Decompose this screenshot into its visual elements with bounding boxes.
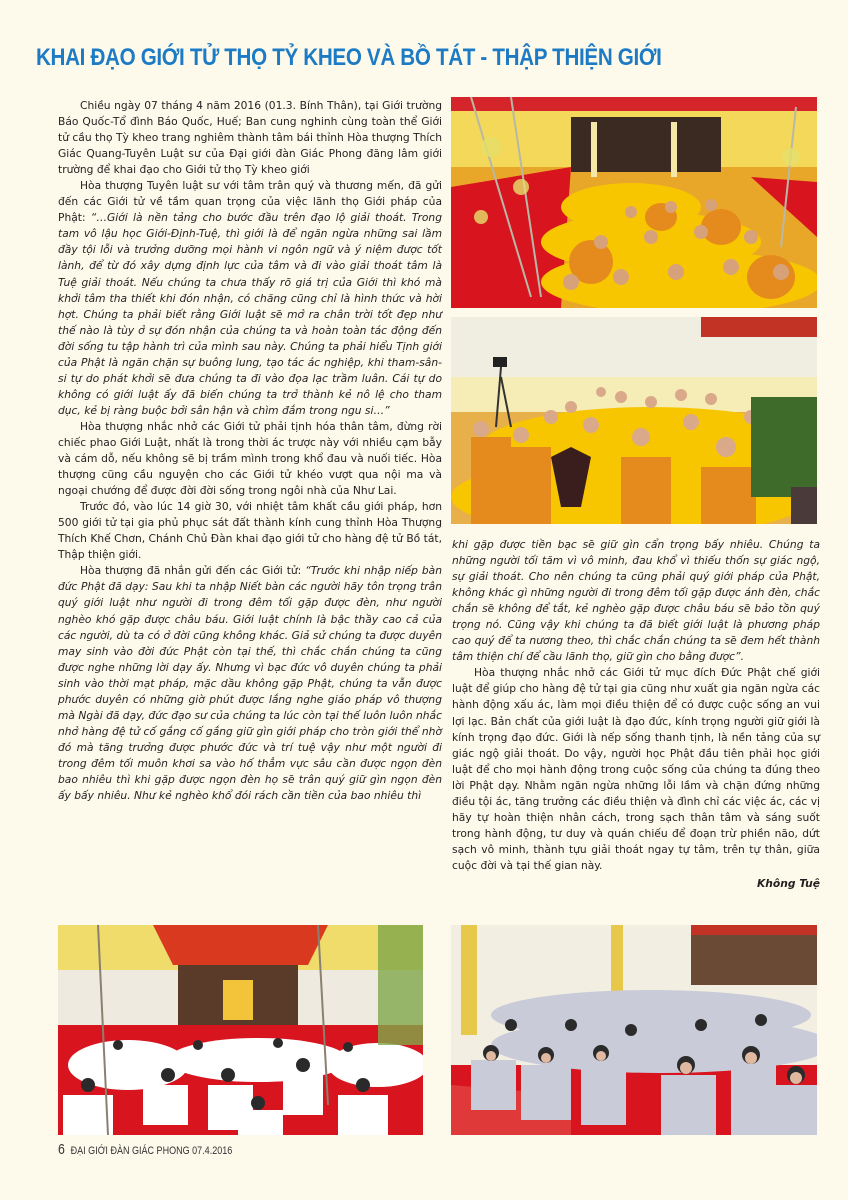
paragraph: Chiều ngày 07 tháng 4 năm 2016 (01.3. Bính Thân), tại Giới trường Báo Quốc-Tổ đình Báo Quốc, Huế; Ban cung nghinh cùng toàn thể Giới tử cầu thọ Tỳ kheo trang nghiêm thành tâm bái thỉnh Hòa thượng Thích Giác Quang-Tuyên Luật sư của Đại giới đàn Giác Phong đăng lâm giới trường để khai đạo cho Giới tử thọ Tỳ kheo giới [58,99,442,177]
photo-monks-ceremony-image [451,317,817,524]
publication-name: ĐẠI GIỚI ĐÀN GIÁC PHONG 07.4.2016 [70,1145,233,1157]
paragraph [58,563,442,804]
quote: “…Giới là nền tảng cho bước đầu trên đạo lộ giải thoát. Trong tam vô lậu học Giới-Định-Tuệ, thì giới là để ngăn ngừa những sai lầm đầy tội lỗi và trưởng dưỡng mọi hành vi ngôn ngữ và ý niệm được tốt lành, để từ đó xây dựng định lực của tâm và đi vào giải thoát tâm là Tuệ giải thoát. Nếu chúng ta chưa thấy rõ giá trị của Giới thì khó mà khởi tâm tha thiết khi đón nhận, có chăng cũng chỉ là hình thức và hời hợt. Chúng ta phải biết rằng Giới luật sẽ mở ra chân trời tốt đẹp như thế nào là tùy ở sự đón nhận của chúng ta và hoàn toàn tác động đến đời sống tu tập hành trì của mình sau này. Chúng ta phải hiểu Tịnh giới của Phật là ngăn chặn sự buông lung, tạo tác ác nghiệp, khi tham-sân-si tự do phát khởi sẽ đưa chúng ta đi vào đọa lạc trầm luân. Cái tự do không có giới luật ấy đã biến chúng ta trở thành kẻ nô lệ cho tham dục, kẻ bị ràng buộc bởi sân hận và chìm đắm trong ngu si…” [58,211,442,417]
photo-lay-disciples-hall [58,925,423,1135]
quote-continued: khi gặp được tiền bạc sẽ giữ gìn cẩn trọng bấy nhiêu. Chúng ta những người tối tăm vì vô minh, đau khổ vì thiếu thốn sự giác ngộ, sự giải thoát. Cho nên chúng ta cũng phải quý giới pháp của Phật, không khác gì những người đi trong đêm tối gặp được ánh đèn, chắc chắn sẽ không để tắt, kẻ nghèo gặp được châu báu sẽ bảo tồn quý trọng nó. Cũng vậy khi chúng ta đã biết giới luật là phương pháp cao quý để ta nương theo, thì chắc chắn chúng ta sẽ đem hết thành tâm thiện chí để cầu lãnh thọ, giữ gìn cho bằng được”. [452,538,820,664]
photo-lay-disciples-hall-image [58,925,423,1135]
paragraph [452,537,820,665]
paragraph: Hòa thượng nhắc nhở các Giới tử phải tịnh hóa thân tâm, đừng rời chiếc phao Giới Luật, nhất là trong thời ác trược này với nhiều cạm bẫy và cám dỗ, nếu không sẽ bị trầm mình trong khổ đau và nuối tiếc. Hòa thượng cũng cầu nguyện cho các Giới tử khéo vượt qua nội ma và ngoại chướng để được đời đời sống trong ngôi nhà của Như Lai. [58,419,442,498]
quote: “Trước khi nhập niếp bàn đức Phật đã dạy: Sau khi ta nhập Niết bàn các người hãy tôn trọng trân quý giới luật như người đi trong đêm tối gặp được đèn, như người nghèo khó gặp được châu báu. Giới luật chính là bậc thầy cao cả của các người, dù ta có ở đời cũng không khác. Giả sử chúng ta được duyên may sinh vào đời đức Phật còn tại thế, thì chắc chắn chúng ta cũng được nghe những lời dạy ấy. Nhưng vì bạc đức vô duyên chúng ta phải sinh vào thời mạt pháp, mặc dầu không gặp Phật, chúng ta vẫn được phước duyên có những giờ phút được lắng nghe giáo pháp vô thượng mà Ngài đã dạy, đức đạo sư của chúng ta lúc còn tại thế luôn luôn nhắc nhở hàng đệ tử cố gắng cố gắng giữ gìn giới pháp cho tròn giới thể nhờ đó mà tăng trưởng được phước đức và trí tuệ vậy như một người đi trong đêm tối muôn khơi sa vào hố thẳm vực sâu cần được ngọn đèn bao nhiêu thì khi gặp được ngọn đèn họ sẽ trân quý giữ gìn ngọn đèn ấy bấy nhiêu. Như kẻ nghèo khổ đói rách cần tiền của bao nhiêu thì [58,564,442,803]
photo-lay-disciples-praying [451,925,817,1135]
author-byline: Không Tuệ [757,876,820,890]
page-footer [58,1141,232,1158]
article-left-column [58,98,442,804]
page-number: 6 [58,1141,65,1158]
photo-lay-disciples-praying-image [451,925,817,1135]
photo-monks-procession [451,97,817,308]
photo-monks-ceremony [451,317,817,524]
paragraph [58,178,442,419]
paragraph-intro: Hòa thượng đã nhắn gửi đến các Giới tử: [80,564,306,578]
paragraph-intro: Hòa thượng Tuyên luật sư với tâm trân quý và thương mến, đã gửi đến các Giới tử về tầm quan trọng của việc lãnh thọ Giới pháp của Phật: [58,179,442,225]
paragraph: Hòa thượng nhắc nhở các Giới tử mục đích Đức Phật chế giới luật để giúp cho hàng đệ tử tại gia cũng như xuất gia ngăn ngừa các hành động xấu ác, làm mọi điều thiện để có được cuộc sống an vui lợi lạc. Bản chất của giới luật là đạo đức, kính trọng người giữ giới là kính trọng đạo đức. Giới là nếp sống thanh tịnh, là nền tảng của sự giác ngộ giải thoát. Do vậy, người học Phật đầu tiên phải học giới luật để cho mọi hành động trong cuộc sống của chúng ta đúng theo lời Phật dạy. Nhằm ngăn ngừa những lỗi lầm và chặn đứng những điều tội ác, tăng trưởng các điều thiện và đình chỉ các việc ác, các vị hãy tự hoàn thiện nhân cách, trong sạch thân tâm và sáng suốt trong hành động, tư duy và quán chiếu để đoạn trừ phiền não, dứt sạch vô minh, thành tựu giải thoát ngay tự tâm, trên tự thân, giữa cuộc đời và tại thế gian này. [452,666,820,872]
photo-monks-procession-image [451,97,817,308]
paragraph: Trước đó, vào lúc 14 giờ 30, với nhiệt tâm khất cầu giới pháp, hơn 500 giới tử tại gia phủ phục sát đất thành kính cung thỉnh Hòa Thượng Thích Khế Chơn, Chánh Chủ Đàn khai đạo giới tử cho hàng đệ tử Bồ tát, Thập thiện giới. [58,500,442,562]
article-right-column [452,537,820,892]
article-title: KHAI ĐẠO GIỚI TỬ THỌ TỶ KHEO VÀ BỒ TÁT - THẬP THIỆN GIỚI [36,44,662,71]
